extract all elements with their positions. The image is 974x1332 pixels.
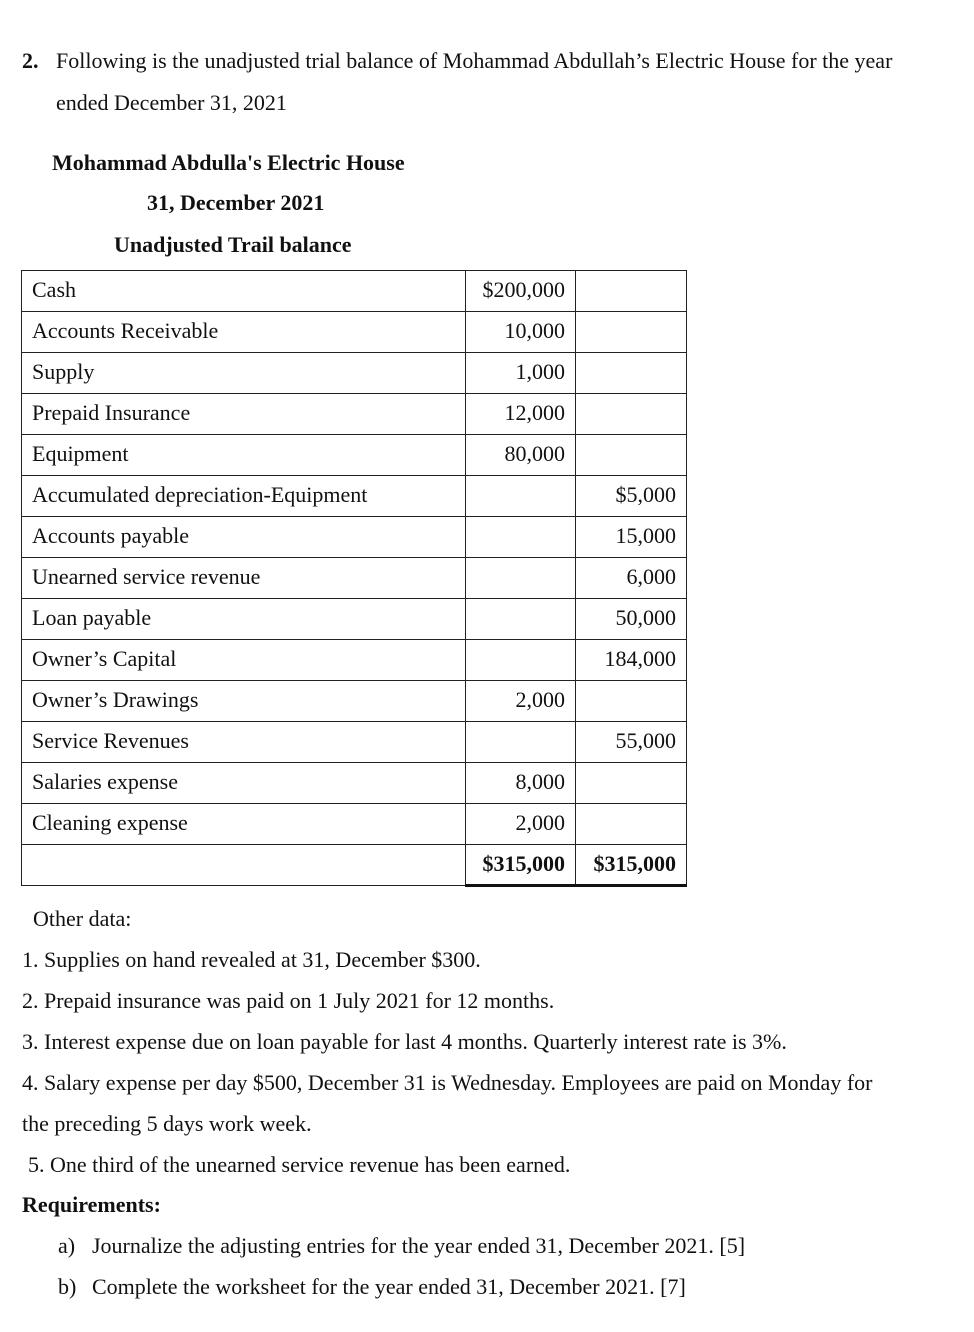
- account-name: Cleaning expense: [22, 804, 466, 845]
- debit-amount: [466, 722, 576, 763]
- credit-amount: 55,000: [576, 722, 687, 763]
- table-row: [22, 271, 687, 312]
- credit-amount: 15,000: [576, 517, 687, 558]
- trial-balance-table: [21, 270, 687, 887]
- table-row: [22, 558, 687, 599]
- note-4-line-2: the preceding 5 days work week.: [22, 1111, 312, 1136]
- debit-amount: [466, 476, 576, 517]
- debit-amount: 10,000: [466, 312, 576, 353]
- requirement-text: Complete the worksheet for the year ended 31, December 2021. [7]: [92, 1274, 686, 1299]
- account-name: Owner’s Drawings: [22, 681, 466, 722]
- debit-amount: 2,000: [466, 804, 576, 845]
- credit-amount: [576, 312, 687, 353]
- total-debit: $315,000: [466, 845, 576, 886]
- credit-amount: [576, 804, 687, 845]
- debit-amount: 12,000: [466, 394, 576, 435]
- table-row: [22, 722, 687, 763]
- debit-amount: $200,000: [466, 271, 576, 312]
- debit-amount: 1,000: [466, 353, 576, 394]
- debit-amount: [466, 517, 576, 558]
- requirement-b: [58, 1274, 686, 1300]
- requirement-letter: a): [58, 1233, 76, 1258]
- table-row: [22, 353, 687, 394]
- requirements-label: Requirements:: [22, 1192, 161, 1217]
- note-4-line-1: 4. Salary expense per day $500, December 31 is Wednesday. Employees are paid on Monday for: [22, 1070, 873, 1095]
- credit-amount: [576, 763, 687, 804]
- total-credit: $315,000: [576, 845, 687, 886]
- note-2: 2. Prepaid insurance was paid on 1 July 2021 for 12 months.: [22, 988, 555, 1013]
- credit-amount: 6,000: [576, 558, 687, 599]
- debit-amount: 80,000: [466, 435, 576, 476]
- debit-amount: 2,000: [466, 681, 576, 722]
- credit-amount: 184,000: [576, 640, 687, 681]
- table-row: [22, 394, 687, 435]
- other-data-label: Other data:: [33, 906, 132, 931]
- debit-amount: [466, 640, 576, 681]
- question-number: 2.: [22, 48, 39, 73]
- account-name: Accumulated depreciation-Equipment: [22, 476, 466, 517]
- note-1: 1. Supplies on hand revealed at 31, December $300.: [22, 947, 481, 972]
- account-name: Owner’s Capital: [22, 640, 466, 681]
- note-3: 3. Interest expense due on loan payable for last 4 months. Quarterly interest rate is 3%.: [22, 1029, 787, 1054]
- table-row: [22, 804, 687, 845]
- table-row: [22, 640, 687, 681]
- statement-title: Unadjusted Trail balance: [114, 232, 352, 257]
- account-name: Accounts payable: [22, 517, 466, 558]
- account-name: Accounts Receivable: [22, 312, 466, 353]
- table-row: [22, 763, 687, 804]
- company-name: Mohammad Abdulla's Electric House: [52, 150, 405, 175]
- table-row: [22, 681, 687, 722]
- account-name: Loan payable: [22, 599, 466, 640]
- requirement-letter: b): [58, 1274, 77, 1299]
- debit-amount: 8,000: [466, 763, 576, 804]
- table-row: [22, 312, 687, 353]
- account-name: Salaries expense: [22, 763, 466, 804]
- table-row: [22, 435, 687, 476]
- account-name: Service Revenues: [22, 722, 466, 763]
- question-text-line-2: ended December 31, 2021: [56, 90, 287, 115]
- account-name: Cash: [22, 271, 466, 312]
- question-text-line-1: Following is the unadjusted trial balance of Mohammad Abdullah’s Electric House for the year: [56, 48, 893, 73]
- requirement-a: [58, 1233, 745, 1259]
- requirement-text: Journalize the adjusting entries for the year ended 31, December 2021. [5]: [92, 1233, 746, 1258]
- credit-amount: [576, 394, 687, 435]
- table-row: [22, 476, 687, 517]
- note-5: 5. One third of the unearned service revenue has been earned.: [28, 1152, 571, 1177]
- account-name: Equipment: [22, 435, 466, 476]
- debit-amount: [466, 558, 576, 599]
- account-name: Unearned service revenue: [22, 558, 466, 599]
- credit-amount: 50,000: [576, 599, 687, 640]
- credit-amount: [576, 353, 687, 394]
- table-row: [22, 599, 687, 640]
- totals-label-cell: [22, 845, 466, 886]
- statement-date: 31, December 2021: [147, 190, 325, 215]
- credit-amount: [576, 271, 687, 312]
- credit-amount: $5,000: [576, 476, 687, 517]
- credit-amount: [576, 435, 687, 476]
- account-name: Supply: [22, 353, 466, 394]
- account-name: Prepaid Insurance: [22, 394, 466, 435]
- credit-amount: [576, 681, 687, 722]
- totals-row: [22, 845, 687, 886]
- debit-amount: [466, 599, 576, 640]
- table-row: [22, 517, 687, 558]
